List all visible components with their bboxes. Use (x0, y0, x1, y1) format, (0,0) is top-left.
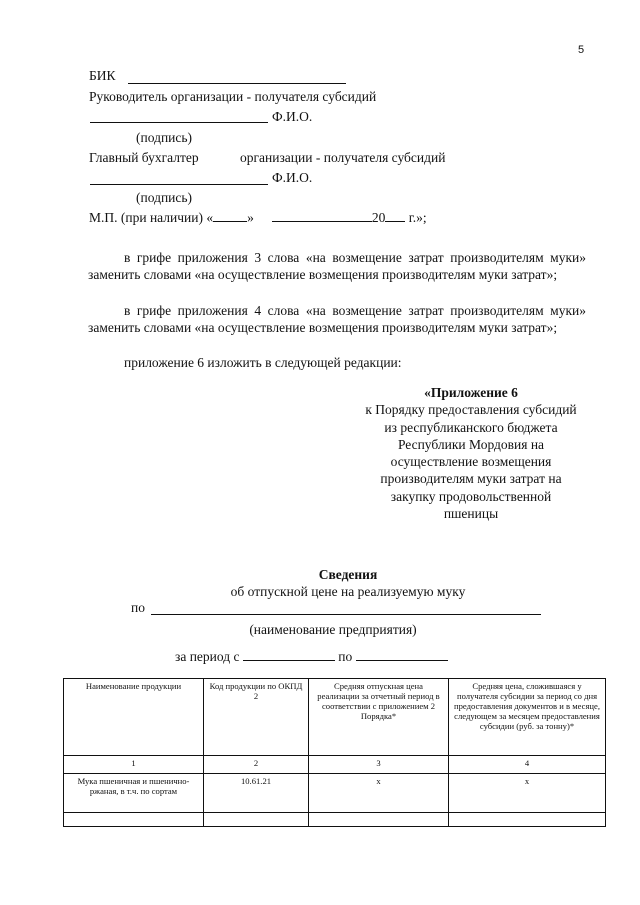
bik-line (128, 83, 346, 84)
enterprise-by-label: по (131, 600, 145, 615)
appendix-line: осуществление возмещения (390, 454, 552, 470)
paragraph-appendix-6: приложение 6 изложить в следующей редакции: (124, 355, 402, 370)
appendix-title: «Приложение 6 (424, 385, 518, 400)
table-header-cell: Средняя цена, сложившаяся у получателя субсидии за период со дня предоставления документов и в месяце, следующем за месяцем предоставления субсидии (руб. за тонну)* (449, 679, 606, 756)
mp-suffix: г.»; (408, 210, 427, 225)
paragraph-appendix-4: в грифе приложения 4 слова «на возмещение затрат производителям муки» заменить словами «на осуществление возмещения производителям муки затрат»; (88, 303, 586, 335)
appendix-line: закупку продовольственной (390, 488, 552, 504)
report-title: Сведения (318, 567, 378, 582)
table-number-row (64, 756, 606, 774)
table-number-cell: 4 (449, 756, 606, 774)
table-cell: x (449, 774, 606, 813)
bik-label: БИК (89, 68, 116, 83)
appendix-header (344, 384, 598, 522)
mp-year: 20 (371, 210, 386, 225)
page-number: 5 (578, 44, 585, 56)
appendix-line: из республиканского бюджета (384, 419, 558, 435)
table-cell (204, 813, 309, 827)
table-number-cell: 3 (309, 756, 449, 774)
head-label: Руководитель организации - получателя субсидий (89, 89, 377, 104)
table-row (64, 813, 606, 827)
head-signature-caption: (подпись) (136, 130, 193, 145)
mp-quote-close: » (247, 210, 254, 225)
chief-fio: Ф.И.О. (272, 170, 313, 185)
table-cell (309, 813, 449, 827)
table-number-cell: 1 (64, 756, 204, 774)
period-label: за период с (175, 649, 240, 664)
table-cell: x (309, 774, 449, 813)
table-cell (449, 813, 606, 827)
table-cell: Мука пшеничная и пшенично-ржаная, в т.ч. по сортам (64, 774, 204, 813)
report-subtitle: об отпускной цене на реализуемую муку (230, 584, 466, 599)
table-header-cell: Наименование продукции (64, 679, 204, 756)
stamp-date-line (89, 210, 427, 226)
head-signature-line (90, 122, 268, 123)
appendix-line: производителям муки затрат на (380, 471, 562, 487)
enterprise-line (151, 614, 541, 615)
table-cell (64, 813, 204, 827)
head-fio: Ф.И.О. (272, 109, 313, 124)
chief-signature-line (90, 184, 268, 185)
chief-accountant-label: Главный бухгалтер (89, 150, 199, 165)
table-header-cell: Код продукции по ОКПД 2 (204, 679, 309, 756)
table-header-cell: Средняя отпускная цена реализации за отчетный период в соответствии с приложением 2 Порядка* (309, 679, 449, 756)
appendix-line: пшеницы (443, 506, 499, 522)
period-to: по (338, 649, 353, 664)
paragraph-appendix-3: в грифе приложения 3 слова «на возмещение затрат производителям муки» заменить словами «на осуществление возмещения производителям муки затрат»; (88, 250, 586, 282)
table-cell: 10.61.21 (204, 774, 309, 813)
enterprise-caption: (наименование предприятия) (249, 622, 417, 637)
chief-accountant-org: организации - получателя субсидий (240, 150, 446, 165)
table-header-row (64, 679, 606, 756)
mp-prefix: М.П. (при наличии) « (89, 210, 214, 225)
appendix-line: к Порядку предоставления субсидий (365, 402, 577, 418)
appendix-line: Республики Мордовия на (397, 436, 545, 452)
chief-signature-caption: (подпись) (136, 190, 193, 205)
period-line (175, 649, 448, 665)
price-table (63, 678, 606, 827)
table-number-cell: 2 (204, 756, 309, 774)
table-row (64, 774, 606, 813)
